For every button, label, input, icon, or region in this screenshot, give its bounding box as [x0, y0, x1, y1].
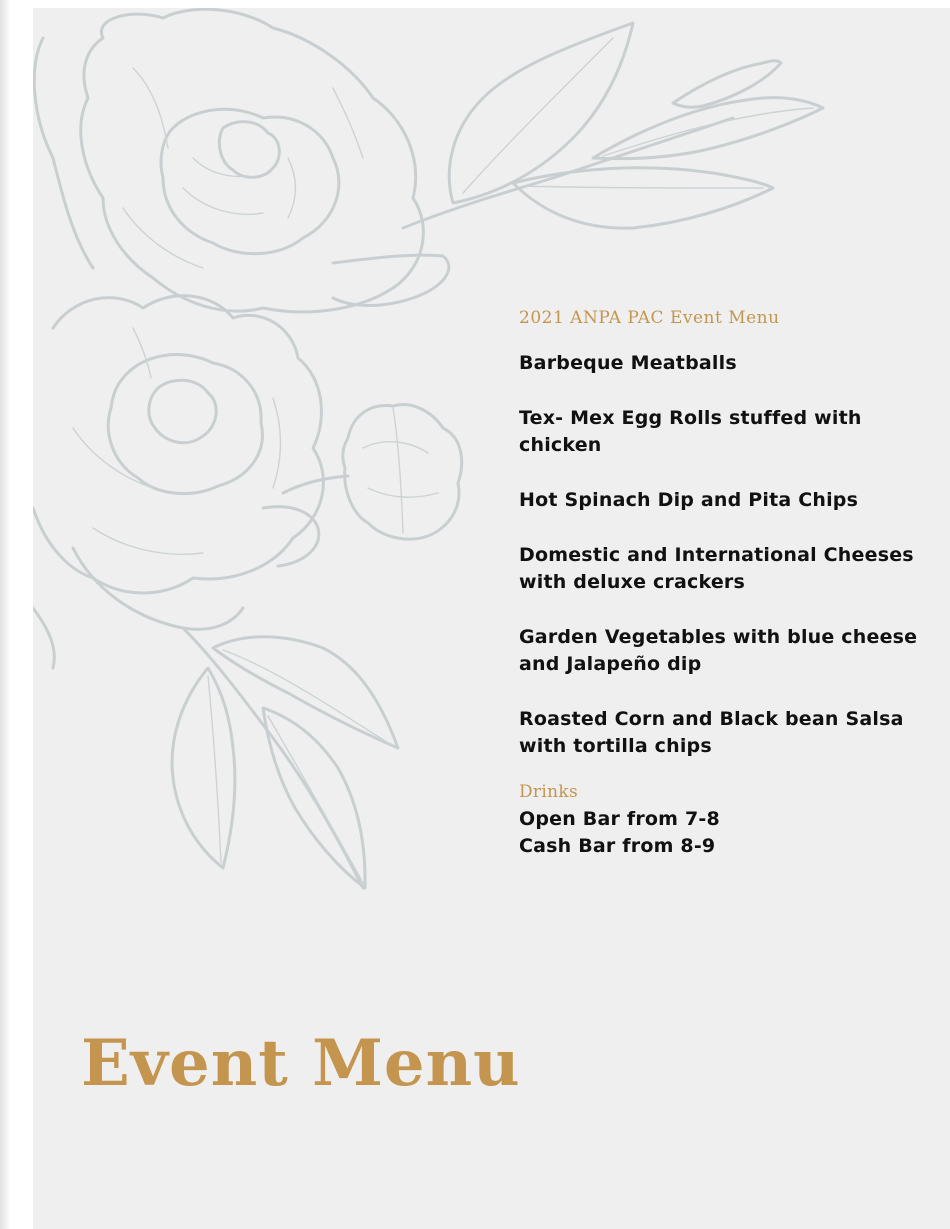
menu-item-cheeses: Domestic and International Cheeses with deluxe crackers [519, 544, 914, 593]
menu-item-garden-vegetables: Garden Vegetables with blue cheese and Jalapeño dip [519, 626, 918, 675]
bud-stem [283, 476, 348, 493]
menu-item-egg-rolls: Tex- Mex Egg Rolls stuffed with chicken [519, 407, 862, 456]
drink-line-cash-bar: Cash Bar from 8-9 [519, 835, 716, 857]
leaf-left-edge [33, 608, 54, 668]
peony-top-outer [81, 9, 424, 312]
leaf-lower-2 [172, 668, 235, 868]
menu-page [33, 8, 950, 1229]
peony-lower-center [149, 380, 216, 442]
peony-top-petal-right [333, 255, 449, 305]
menu-item-barbeque-meatballs: Barbeque Meatballs [519, 352, 737, 374]
menu-item-spinach-dip: Hot Spinach Dip and Pita Chips [519, 489, 859, 511]
menu-content [519, 308, 919, 860]
drinks-heading: Drinks [519, 782, 578, 802]
leaf-upper-2 [593, 98, 823, 159]
menu-heading: 2021 ANPA PAC Event Menu [519, 308, 780, 328]
peony-lower-petal-bottom [73, 548, 243, 629]
peony-top-center [219, 122, 279, 178]
page-edge-shadow [0, 0, 10, 1229]
drink-line-open-bar: Open Bar from 7-8 [519, 808, 720, 830]
leaf-upper-4 [673, 61, 781, 107]
menu-item-corn-salsa: Roasted Corn and Black bean Salsa with tortilla chips [519, 708, 904, 757]
page-title: Event Menu [81, 1026, 521, 1101]
peony-lower-petal-right [263, 507, 319, 566]
peony-top-inner [161, 109, 339, 253]
peony-lower-inner [108, 355, 262, 494]
